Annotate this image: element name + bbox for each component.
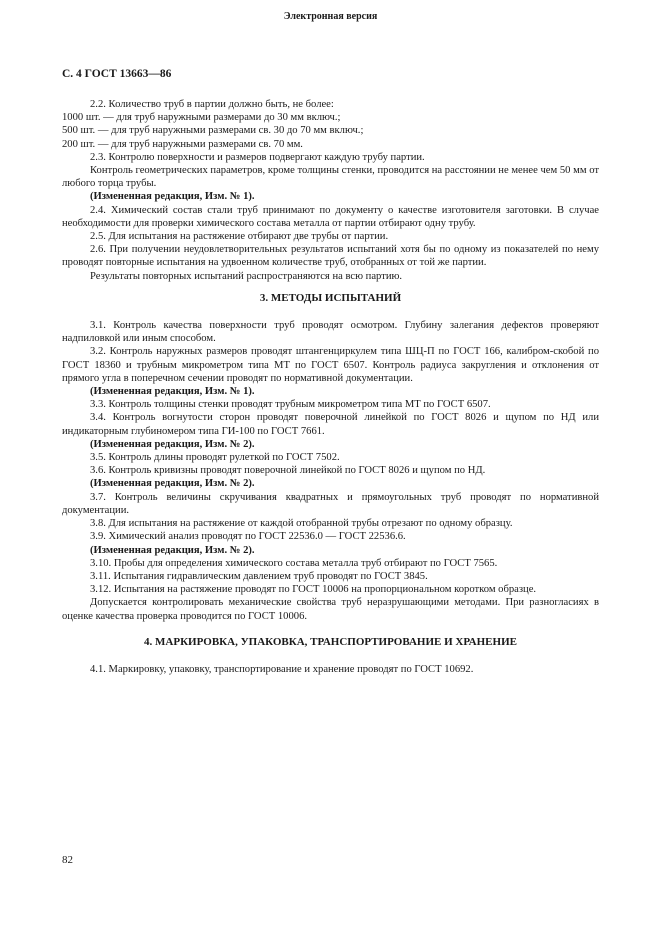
para-3-3: 3.3. Контроль толщины стенки проводят трубным микрометром типа МТ по ГОСТ 6507. — [90, 399, 491, 411]
para-2-2: 2.2. Количество труб в партии должно быть, не более: — [90, 99, 334, 110]
para-3-10: 3.10. Пробы для определения химического состава металла труб отбирают по ГОСТ 7565. — [90, 557, 498, 569]
para-3-8: 3.8. Для испытания на растяжение от каждой отобранной трубы отрезают по одному образцу. — [90, 518, 513, 530]
para-3-2: 3.2. Контроль наружных размеров проводят штангенциркулем типа ШЦ-П по ГОСТ 166, калибром-скобой по ГОСТ 18360 и трубным микрометром типа МТ по ГОСТ 6507. Контроль радиуса закругления и отклонения от прямого угла в поперечном сечении проводят по нормативной документации. — [62, 346, 599, 384]
para-2-6: 2.6. При получении неудовлетворительных результатов испытаний хотя бы по одному из показателей по нему проводят повторные испытания на удвоенном количестве труб, отобранных от той же партии. — [62, 244, 599, 269]
page-head: С. 4 ГОСТ 13663—86 — [62, 68, 172, 80]
para-3-7: 3.7. Контроль величины скручивания квадратных и прямоугольных труб проводят по нормативной документации. — [62, 491, 599, 516]
para-2-5: 2.5. Для испытания на растяжение отбирают две трубы от партии. — [90, 231, 389, 243]
section-title-4: 4. МАРКИРОВКА, УПАКОВКА, ТРАНСПОРТИРОВАНИЕ И ХРАНЕНИЕ — [144, 635, 517, 648]
para-qty-500: 500 шт. — для труб наружными размерами св. 30 до 70 мм включ.; — [62, 125, 364, 137]
edition-note: (Измененная редакция, Изм. № 2). — [90, 438, 255, 450]
section-title-3: 3. МЕТОДЫ ИСПЫТАНИЙ — [259, 291, 402, 304]
para-3-6: 3.6. Контроль кривизны проводят поверочной линейкой по ГОСТ 8026 и щупом по НД. — [90, 465, 486, 477]
para-qty-1000: 1000 шт. — для труб наружными размерами до 30 мм включ.; — [62, 112, 341, 124]
document-body — [62, 98, 599, 676]
para-3-12: 3.12. Испытания на растяжение проводят по ГОСТ 10006 на пропорциональном коротком образце. — [90, 584, 537, 596]
para-3-5: 3.5. Контроль длины проводят рулеткой по ГОСТ 7502. — [90, 452, 340, 464]
para-3-9: 3.9. Химический анализ проводят по ГОСТ 22536.0 — ГОСТ 22536.6. — [90, 531, 406, 543]
edition-note: (Измененная редакция, Изм. № 1). — [90, 386, 255, 398]
para-2-4: 2.4. Химический состав стали труб принимают по документу о качестве изготовителя заготовки. В случае необходимости для проверки химического состава металла от партии отбирают одну трубу. — [62, 204, 599, 229]
para-qty-200: 200 шт. — для труб наружными размерами св. 70 мм. — [62, 138, 303, 150]
para-nondestructive: Допускается контролировать механические свойства труб неразрушающими методами. При разногласиях в оценке качества проверка проводится по ГОСТ 10006. — [62, 597, 599, 622]
running-header: Электронная версия — [283, 11, 378, 22]
para-4-1: 4.1. Маркировку, упаковку, транспортирование и хранение проводят по ГОСТ 10692. — [90, 663, 474, 675]
para-3-4: 3.4. Контроль вогнутости сторон проводят поверочной линейкой по ГОСТ 8026 и щупом по НД или индикаторным глубиномером типа ГИ-100 по ГОСТ 7661. — [62, 412, 599, 437]
para-geometry: Контроль геометрических параметров, кроме толщины стенки, проводится на расстоянии не менее чем 50 мм от любого торца трубы. — [62, 165, 599, 190]
para-results: Результаты повторных испытаний распространяются на всю партию. — [90, 270, 403, 282]
para-2-3: 2.3. Контролю поверхности и размеров подвергают каждую трубу партии. — [90, 151, 425, 163]
edition-note: (Измененная редакция, Изм. № 1). — [90, 191, 255, 203]
edition-note: (Измененная редакция, Изм. № 2). — [90, 544, 255, 556]
para-3-11: 3.11. Испытания гидравлическим давлением труб проводят по ГОСТ 3845. — [90, 570, 428, 582]
edition-note: (Измененная редакция, Изм. № 2). — [90, 478, 255, 490]
page-number: 82 — [62, 854, 73, 866]
para-3-1: 3.1. Контроль качества поверхности труб проводят осмотром. Глубину залегания дефектов проверяют надпиловкой или иным способом. — [62, 320, 599, 345]
